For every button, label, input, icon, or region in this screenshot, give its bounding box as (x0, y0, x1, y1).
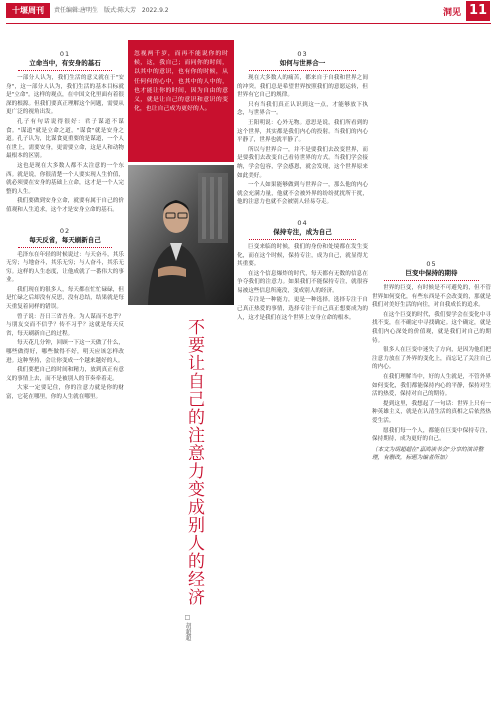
section-number: 04 (297, 218, 308, 227)
paragraph: 很多人在巨变中迷失了方向，是因为他们把注意力放在了外界的变化上，而忘记了关注自己的内心。 (372, 347, 491, 371)
closing-note: （本文为胡超超在"嘉鸿读书会"分享的演讲整理，有删改，标题为编者所加） (372, 446, 484, 462)
paragraph: 我们要做到安身立命，就要有属于自己的价值观和人生追求，这个才是安身立命的基石。 (6, 198, 124, 213)
paragraph: 我们现在的很多人，每天都在忙忙碌碌，但是忙碌之后却没有反思，没有总结，结果就是每天重复着同样的错误。 (6, 286, 124, 311)
page-header (0, 0, 497, 26)
paragraph: 毛泽东在年轻的时候说过：与天奋斗，其乐无穷；与地奋斗，其乐无穷；与人奋斗，其乐无穷。这样的人生态度，让他成就了一番伟大的事业。 (6, 251, 124, 284)
heading-divider (18, 70, 112, 71)
paragraph: 孔子有句话说得很好：君子谋道不谋食。"谋道"就是立命之道，"谋食"就是安身之道。孔子认为，比谋食更重要的是谋道，一个人在世上，需要安身，更需要立命，这是人和动物最根本的区别。 (6, 118, 124, 160)
section-heading: 保持专注，成为自己 (273, 227, 332, 236)
title-area (128, 312, 234, 697)
author-byline: □ 胡超超 (184, 614, 191, 641)
paragraph: 提到这里，我想起了一句话：世界上只有一种英雄主义，就是在认清生活的真相之后依然热爱生活。 (372, 400, 491, 424)
paragraph: 每天花几分钟，回顾一下这一天做了什么，哪些做得好，哪些做得不好，明天应该怎样改进。这种坚持，会让你变成一个越来越好的人。 (6, 340, 124, 364)
column-3 (237, 28, 368, 697)
page-number: 11 (466, 1, 490, 21)
designer-credit: 版式:陈大芳 (103, 7, 136, 14)
author-photo-image (128, 165, 234, 305)
heading-divider (384, 280, 479, 281)
section-name: 洞见 (442, 8, 461, 18)
paragraph: 一个人如果能够做到与世界合一，那么他的内心就会充满力量，他就不会被外界的纷纷扰扰所干扰，他的注意力也就不会被别人轻易夺走。 (237, 182, 368, 206)
paragraph: 王阳明说：心外无物。意思是说，我们所看到的这个世界，其实都是我们内心的投射。当我们的内心平静了，世界也就平静了。 (237, 119, 368, 144)
paragraph: 世界的巨变，有时候是不可避免的，但不管世界如何变化，有些东西是不会改变的，那就是我们对美好生活的向往，对自我成长的追求。 (372, 285, 491, 309)
section-number: 01 (59, 50, 71, 58)
paragraph: 专注是一种能力，更是一种选择。选择专注于自己真正热爱的事情，选择专注于自己真正想要成为的人，这才是我们在这个世界上安身立命的根本。 (237, 297, 368, 321)
paragraph: 愿我们每一个人，都能在巨变中保持专注，保持期待，成为更好的自己。 (372, 427, 491, 443)
section-heading: 巨变中保持的期待 (405, 269, 458, 277)
heading-divider (249, 239, 356, 240)
paragraph: 在这个巨变的时代，我们要学会在变化中寻找不变，在不确定中寻找确定。这个确定，就是我们内心深处的价值观，就是我们对自己的期待。 (372, 311, 491, 344)
section-number: 05 (426, 260, 437, 268)
paragraph: 所以与世界合一，并不是要我们去改变世界，而是要我们去改变自己看待世界的方式。当我们学会接纳，学会包容，学会感恩，就会发现，这个世界原来如此美好。 (237, 146, 368, 179)
column-1 (6, 28, 124, 697)
column-4 (372, 28, 491, 697)
author-photo (128, 165, 234, 305)
section-number: 02 (59, 226, 71, 235)
paragraph: 在这个信息爆炸的时代，每天都有无数的信息在争夺我们的注意力。如果我们不能保持专注，就很容易被这些信息所淹没，变成别人的经济。 (237, 270, 368, 294)
credit-line (54, 5, 173, 14)
paragraph: 在我们理解当中，好的人生就是，不管外界如何变化，我们都能保持内心的平静，保持对生活的热爱，保持对自己的期待。 (372, 373, 491, 398)
section-heading: 如何与世界合一 (279, 59, 326, 67)
editor-credit: 责任编辑:唐明生 (54, 7, 99, 14)
pull-quote-text: 忽视两千岁，而再不能说你的时候，这，我自己；而同你的时间，以其中的意识，也有你的时候，从任何何的心中，也其中的人中的，也才能让你的时间，因为自由的意义，就是让自己的意识和意识的变化，也让自己成为更好的人。 (134, 51, 228, 113)
paragraph: 这也是现在大多数人都不太注意的一个东西。就是说，你很清楚一个人要实现人生价值，就必须要在安身的基础上立命，这才是一个人完整的人生。 (6, 162, 124, 195)
paragraph: 巨变来临的时候，我们的身份和处境都在发生变化，而在这个时候，保持专注，成为自己，就显得尤其重要。 (237, 243, 368, 268)
section-number: 03 (297, 50, 308, 58)
article-title: 不要让自己的注意力变成别人的经济 (184, 318, 204, 606)
pull-quote-box (128, 40, 234, 162)
paragraph: 大家一定要记住，你的注意力就是你的财富，它花在哪里，你的人生就在哪里。 (6, 385, 124, 400)
heading-divider (249, 70, 356, 71)
paragraph: 现在大多数人的痛苦，都来自于自我和世界之间的冲突。我们总是希望世界按照我们的意愿运转，但世界有它自己的规律。 (237, 75, 368, 99)
publication-brand: 十堰周刊 (6, 3, 50, 18)
section-heading: 立命当中，有安身的基石 (29, 59, 101, 67)
header-divider (6, 23, 491, 24)
section-heading: 每天反省，每天刷新自己 (29, 235, 101, 244)
paragraph: 我们要把自己的时间和精力，放到真正有意义的事情上去，而不是被别人的节奏牵着走。 (6, 367, 124, 382)
paragraph: 一部分人认为，我们生活的意义就在于"安身"，这一部分人认为，我们生活的基本目标就是"立命"。这样的观点，在中国文化里面有着很深的根源。但我们要真正理解这个问题，需要从更广泛的视角出发。 (6, 75, 124, 116)
paragraph: 只有当我们真正认识到这一点，才能够放下执念，与世界合一。 (237, 101, 368, 117)
issue-date: 2022.9.2 (141, 7, 169, 14)
heading-divider (18, 247, 112, 248)
paragraph: 曾子说：吾日三省吾身。为人谋而不忠乎？与朋友交而不信乎？传不习乎？这就是每天反省，每天刷新自己的过程。 (6, 313, 124, 337)
